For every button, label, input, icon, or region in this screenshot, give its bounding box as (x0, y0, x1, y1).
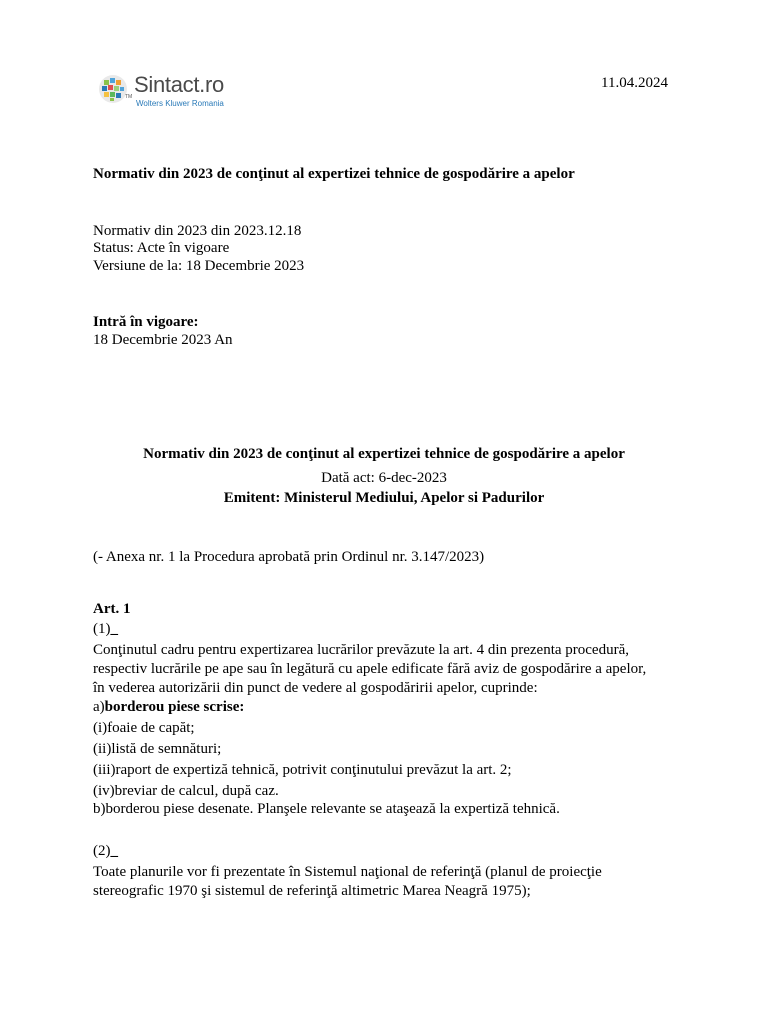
list-item: (iii)raport de expertiză tehnică, potrivit conţinutului prevăzut la art. 2; (93, 762, 512, 778)
p1-anchor-link[interactable]: _ (110, 621, 118, 637)
logo-brand-text: Sintact.ro (134, 72, 224, 97)
print-date: 11.04.2024 (601, 75, 668, 91)
paragraph-2-label (93, 843, 118, 860)
article-title: Art. 1 (93, 601, 131, 617)
logo-subtitle: Wolters Kluwer Romania (136, 99, 224, 108)
meta-act: Normativ din 2023 din 2023.12.18 (93, 223, 302, 239)
entry-force-value: 18 Decembrie 2023 An (93, 332, 233, 348)
document-title: Normativ din 2023 de conţinut al expertizei tehnice de gospodărire a apelor (93, 166, 575, 182)
paragraph-2-line-2: stereografic 1970 şi sistemul de referinţă altimetric Marea Neagră 1975); (93, 883, 531, 899)
paragraph-1-line-1: Conţinutul cadru pentru expertizarea lucrărilor prevăzute la art. 4 din prezenta procedură, (93, 642, 629, 658)
paragraph-1-label (93, 621, 118, 638)
paragraph-1-line-2: respectiv lucrările pe ape sau în legătură cu apele edificate fără aviz de gospodărire a apelor, (93, 661, 647, 677)
annex-reference (93, 549, 484, 566)
annex-before: (- Anexa nr. 1 la (93, 549, 194, 565)
p1-number: (1) (93, 621, 111, 637)
sintact-logo (98, 72, 238, 112)
act-issuer: Emitent: Ministerul Mediului, Apelor si Padurilor (223, 490, 545, 506)
meta-status: Status: Acte în vigoare (93, 240, 230, 256)
act-title: Normativ din 2023 de conţinut al expertizei tehnice de gospodărire a apelor (143, 446, 625, 462)
paragraph-2-line-1: Toate planurile vor fi prezentate în Sistemul naţional de referinţă (planul de proiecţie (93, 864, 602, 880)
logo-trademark: TM (125, 94, 133, 100)
paragraph-1-line-3: în vederea autorizării din punct de vedere al gospodăririi apelor, cuprinde: (93, 680, 538, 696)
list-a-heading: borderou piese scrise: (104, 699, 245, 715)
p2-anchor-link[interactable]: _ (110, 843, 118, 859)
logo-mark-icon (98, 74, 128, 104)
procedura-link[interactable]: Procedura (193, 549, 255, 565)
list-item: (i)foaie de capăt; (93, 720, 195, 736)
list-b: b)borderou piese desenate. Planşele relevante se ataşează la expertiză tehnică. (93, 801, 560, 817)
entry-force-label: Intră în vigoare: (93, 314, 199, 330)
annex-after: aprobată prin Ordinul nr. 3.147/2023) (254, 549, 485, 565)
list-a-prefix: a) (93, 699, 105, 715)
list-item: (iv)breviar de calcul, după caz. (93, 783, 279, 799)
act-date: Dată act: 6-dec-2023 (321, 470, 447, 486)
list-item: (ii)listă de semnături; (93, 741, 222, 757)
meta-version: Versiune de la: 18 Decembrie 2023 (93, 258, 305, 274)
p2-number: (2) (93, 843, 111, 859)
list-a (93, 699, 244, 716)
